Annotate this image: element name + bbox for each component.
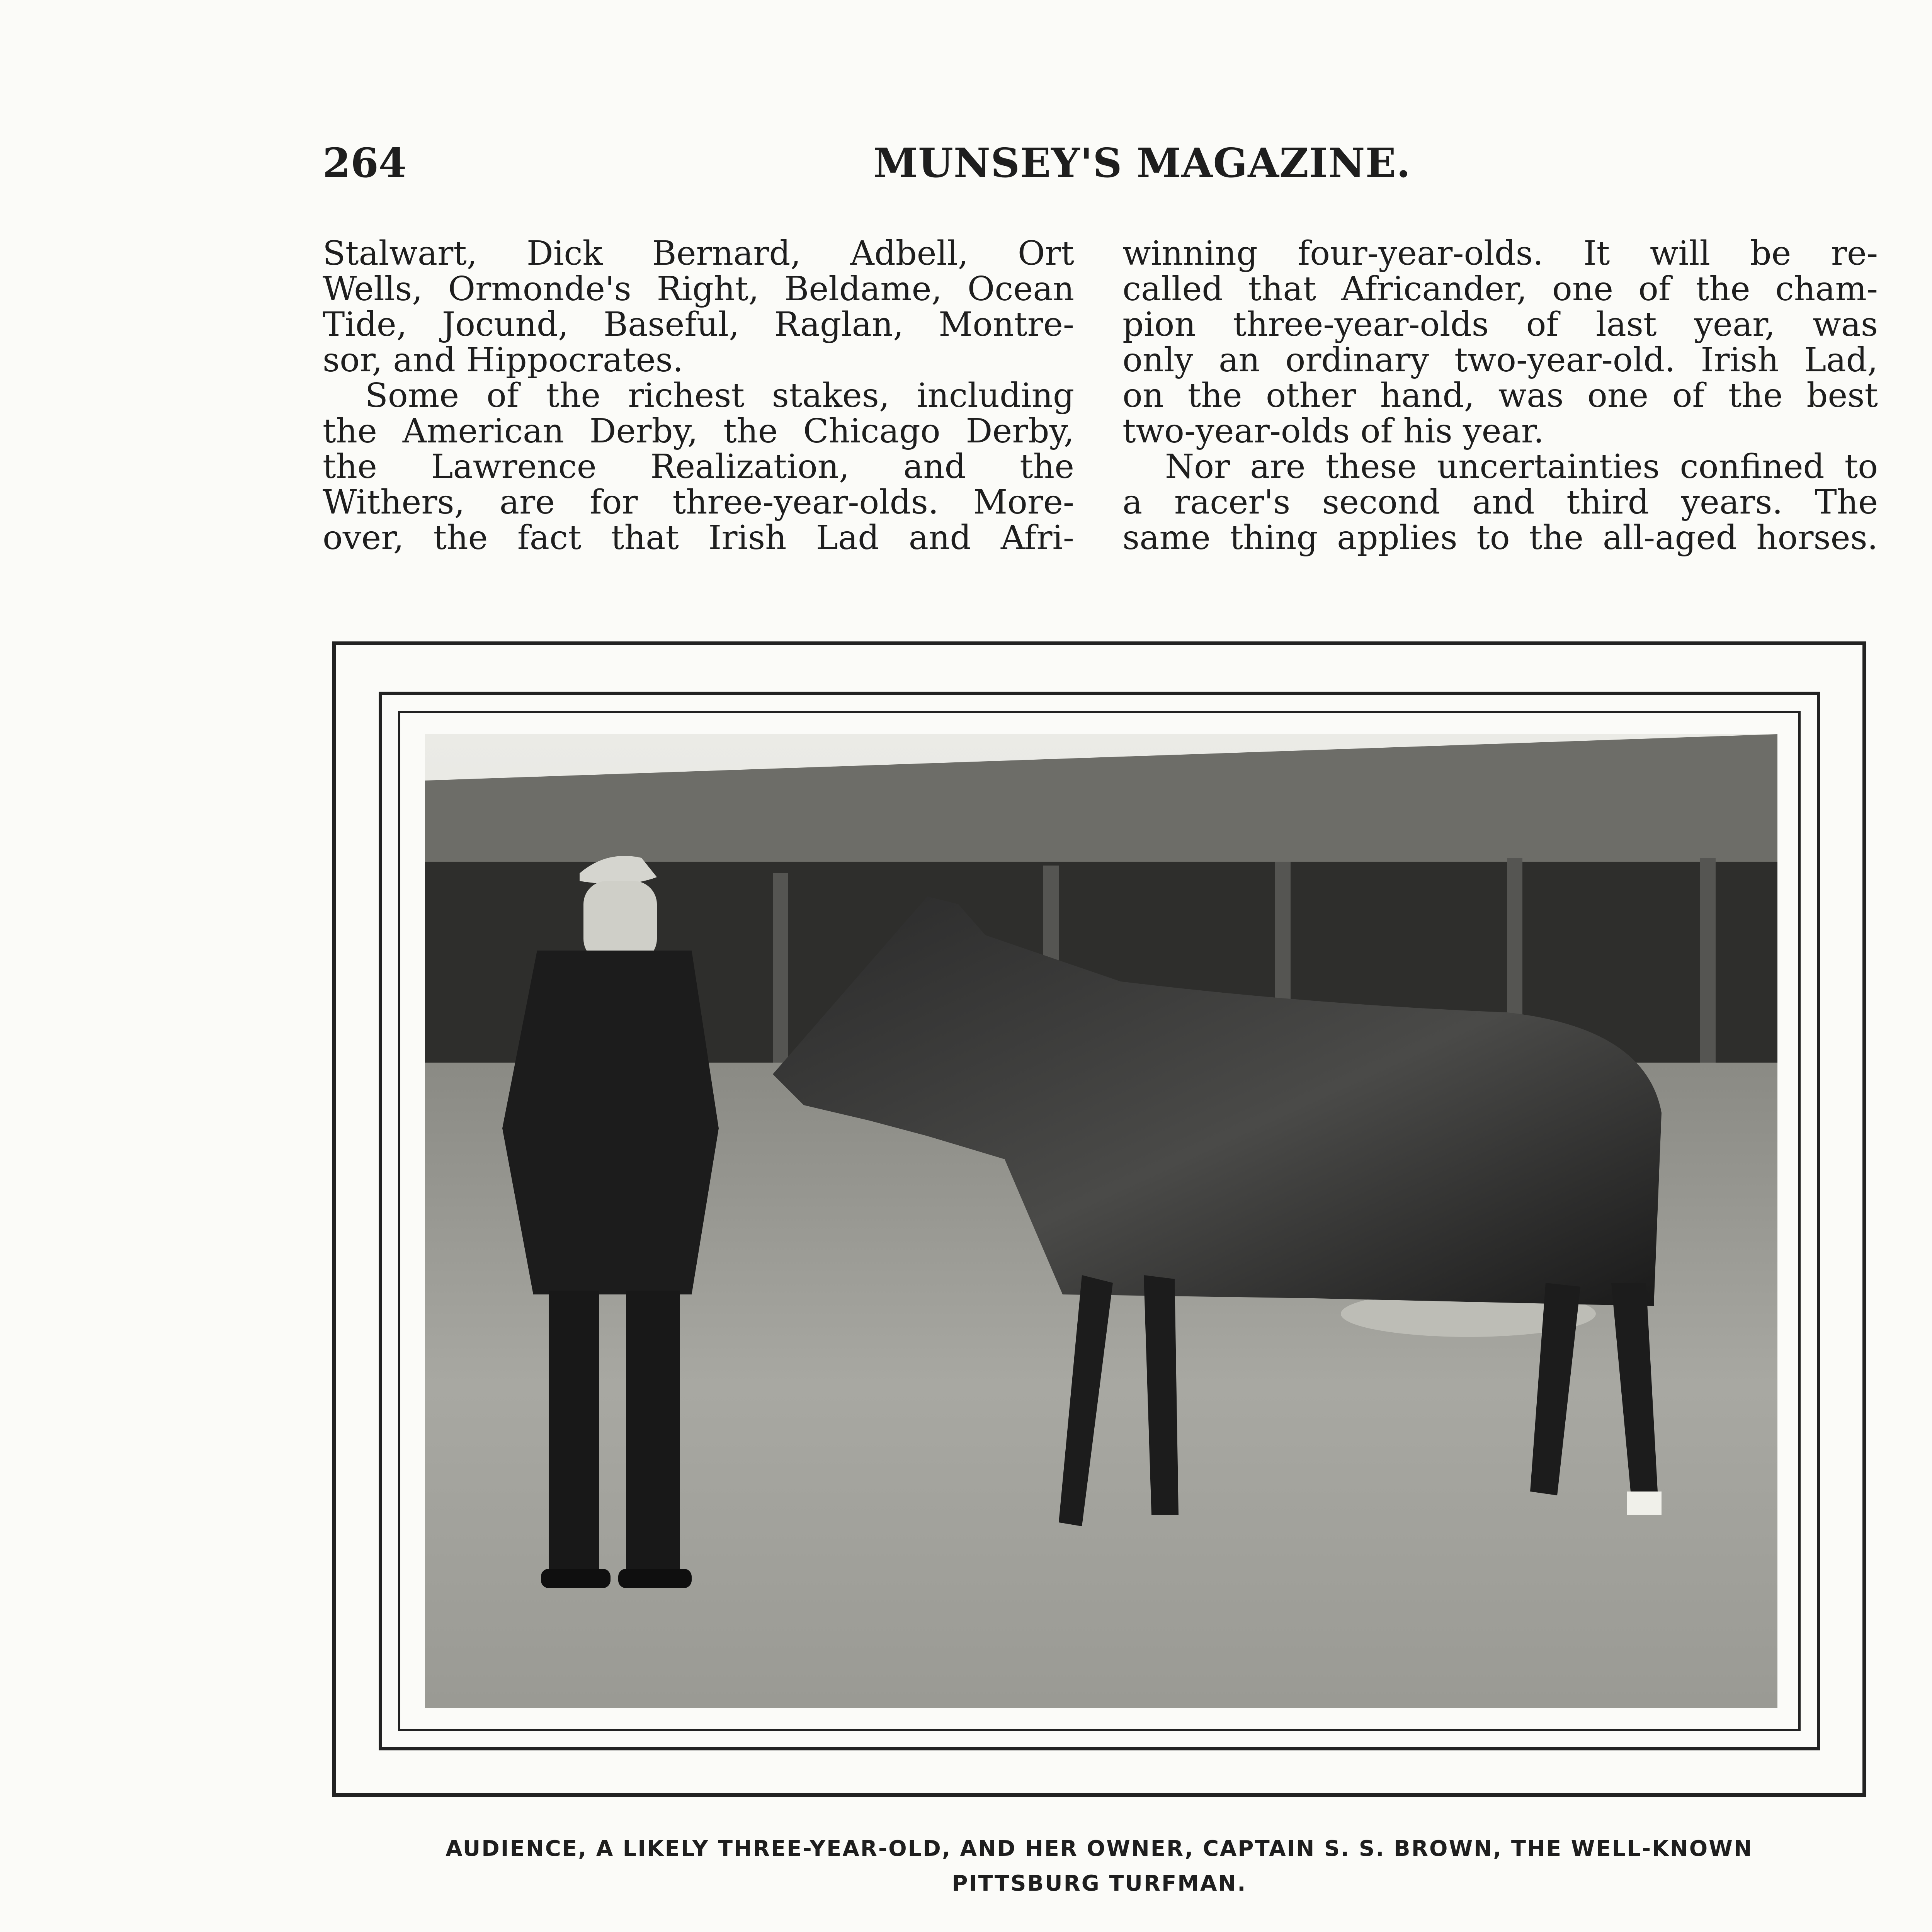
text-line: sor, and Hippocrates. — [323, 341, 684, 379]
text-line: Stalwart, Dick Bernard, Adbell, Ort — [323, 234, 1074, 273]
text-line: pion three-year-olds of last year, was — [1122, 305, 1878, 344]
text-line: a racer's second and third years. The — [1122, 483, 1878, 522]
text-line: over, the fact that Irish Lad and Afri- — [323, 519, 1074, 557]
text-line: called that Africander, one of the cham- — [1122, 270, 1878, 308]
text-line: the American Derby, the Chicago Derby, — [323, 412, 1074, 451]
text-line: Some of the richest stakes, including — [365, 376, 1074, 415]
caption-line: AUDIENCE, A LIKELY THREE-YEAR-OLD, AND HER OWNER, CAPTAIN S. S. BROWN, THE WELL-KNOWN — [446, 1836, 1753, 1861]
photo-caption — [332, 1832, 1866, 1901]
column-top-right — [1122, 236, 1878, 556]
text-line: Withers, are for three-year-olds. More- — [323, 483, 1074, 522]
text-line: on the other hand, was one of the best — [1122, 376, 1878, 415]
column-top-left — [323, 236, 1074, 556]
text-line: winning four-year-olds. It will be re- — [1122, 234, 1878, 273]
caption-line: PITTSBURG TURFMAN. — [952, 1871, 1247, 1896]
text-line: only an ordinary two-year-old. Irish Lad, — [1122, 341, 1878, 379]
text-line: the Lawrence Realization, and the — [323, 447, 1074, 486]
horse-and-owner-photo — [425, 734, 1777, 1708]
running-header — [0, 139, 1932, 193]
text-line: Wells, Ormonde's Right, Beldame, Ocean — [323, 270, 1074, 308]
page-number: 264 — [323, 139, 407, 187]
text-line: same thing applies to the all-aged horses. — [1122, 519, 1878, 557]
text-line: Tide, Jocund, Baseful, Raglan, Montre- — [323, 305, 1074, 344]
text-line: Nor are these uncertainties confined to — [1165, 447, 1878, 486]
text-line: two-year-olds of his year. — [1122, 412, 1544, 451]
running-title: MUNSEY'S MAGAZINE. — [873, 139, 1411, 187]
